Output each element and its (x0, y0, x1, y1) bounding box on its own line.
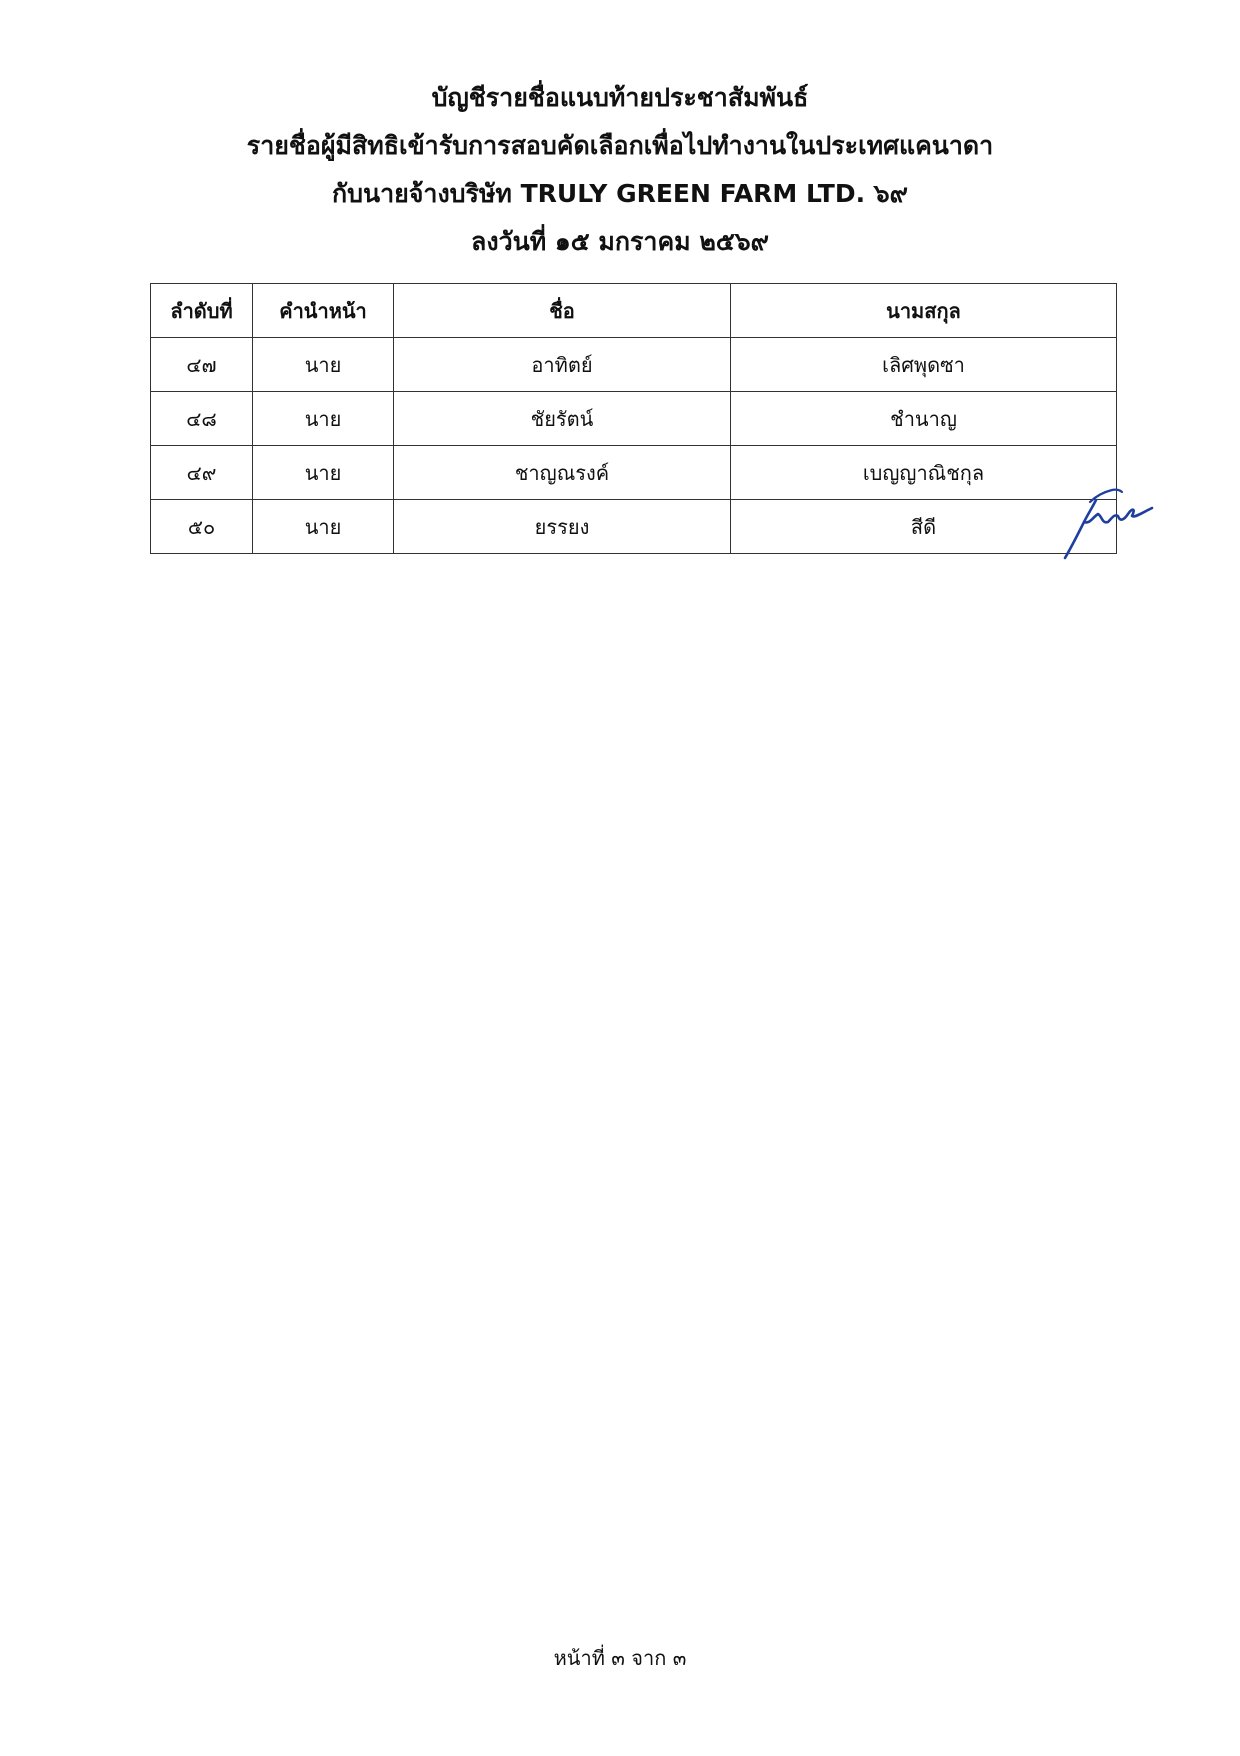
table-row (151, 446, 1117, 500)
cell-last-name: สีดี (731, 500, 1117, 554)
cell-number: ๕๐ (151, 500, 253, 554)
cell-number: ๔๙ (151, 446, 253, 500)
document-subtitle: รายชื่อผู้มีสิทธิเข้ารับการสอบคัดเลือกเพื่อไปทำงานในประเทศแคนาดา (246, 131, 994, 160)
page-number: หน้าที่ ๓ จาก ๓ (553, 1646, 687, 1670)
cell-number: ๔๗ (151, 338, 253, 392)
cell-prefix: นาย (253, 338, 394, 392)
document-date: ลงวันที่ ๑๕ มกราคม ๒๕๖๙ (471, 227, 769, 256)
table-row (151, 500, 1117, 554)
column-header-prefix: คำนำหน้า (253, 284, 394, 338)
column-header-last-name: นามสกุล (731, 284, 1117, 338)
document-header (0, 74, 1240, 266)
employer-line: กับนายจ้างบริษัท TRULY GREEN FARM LTD. ๖๙ (331, 179, 908, 208)
document-title: บัญชีรายชื่อแนบท้ายประชาสัมพันธ์ (431, 83, 809, 112)
signature-stroke (1065, 500, 1152, 558)
cell-last-name: เลิศพุดซา (731, 338, 1117, 392)
table-row (151, 338, 1117, 392)
candidate-table (150, 283, 1117, 554)
cell-prefix: นาย (253, 446, 394, 500)
cell-last-name: ชำนาญ (731, 392, 1117, 446)
cell-first-name: ชาญณรงค์ (394, 446, 731, 500)
cell-number: ๔๘ (151, 392, 253, 446)
cell-prefix: นาย (253, 500, 394, 554)
column-header-first-name: ชื่อ (394, 284, 731, 338)
signature-mark (1062, 478, 1158, 564)
cell-prefix: นาย (253, 392, 394, 446)
column-header-number: ลำดับที่ (151, 284, 253, 338)
table-row (151, 392, 1117, 446)
cell-first-name: ชัยรัตน์ (394, 392, 731, 446)
cell-first-name: อาทิตย์ (394, 338, 731, 392)
cell-first-name: ยรรยง (394, 500, 731, 554)
cell-last-name: เบญญาณิชกุล (731, 446, 1117, 500)
table-header-row (151, 284, 1117, 338)
